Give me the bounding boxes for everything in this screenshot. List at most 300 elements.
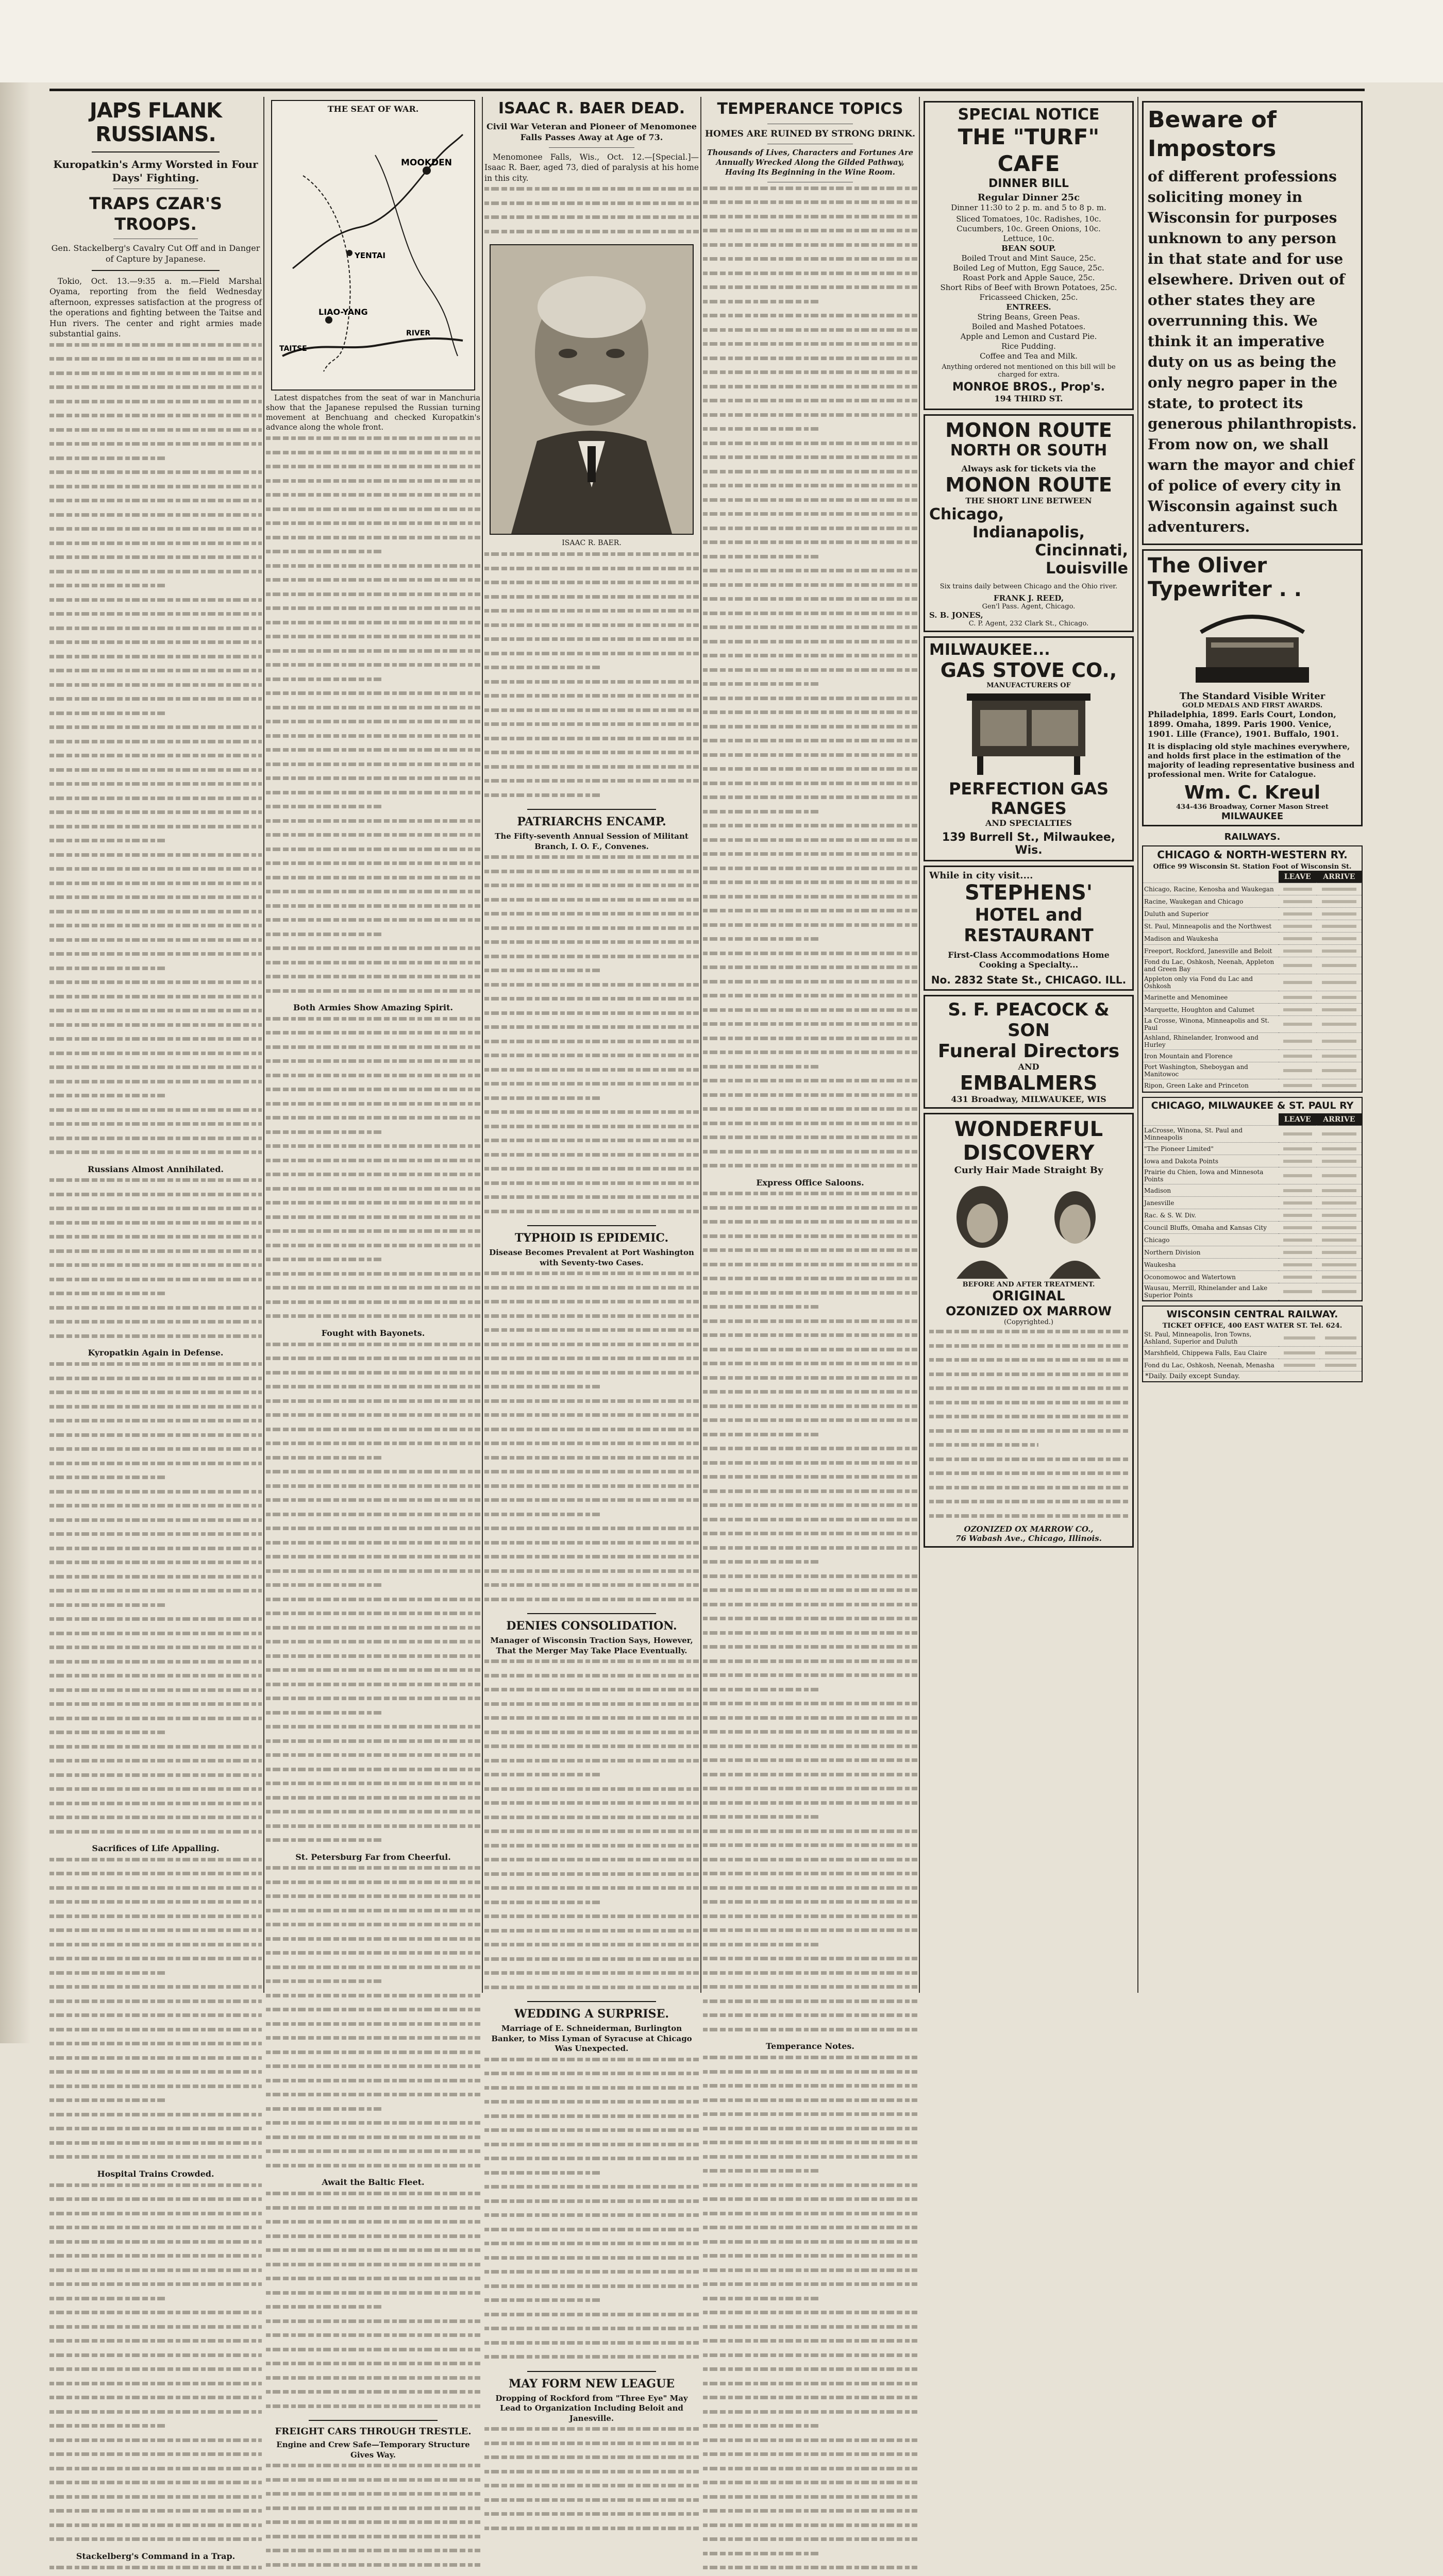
text-line	[49, 1858, 262, 1869]
text-line	[49, 541, 262, 552]
article-body-text	[266, 1017, 480, 1325]
arrive-time	[1317, 957, 1362, 974]
text-line	[484, 1527, 699, 1537]
text-line	[703, 243, 917, 254]
text-line	[49, 2382, 262, 2393]
text-line	[703, 923, 917, 934]
text-line	[484, 1428, 699, 1438]
map-label: RIVER	[406, 329, 431, 337]
text-line	[703, 1319, 917, 1330]
text-line	[49, 2367, 262, 2378]
arrive-time	[1317, 1246, 1362, 1259]
text-line	[484, 1702, 699, 1713]
text-line	[929, 1372, 1128, 1383]
rr2-row	[1143, 1234, 1362, 1246]
text-line	[484, 567, 699, 578]
monon-city: Cincinnati,	[1035, 541, 1128, 560]
station-name: Janesville	[1143, 1197, 1279, 1209]
kreul-name: Wm. C. Kreul	[1184, 782, 1321, 803]
text-line	[266, 479, 480, 490]
text-line	[484, 1181, 699, 1192]
gas-city: MILWAUKEE...	[929, 641, 1050, 659]
rr1-row	[1143, 945, 1362, 957]
text-line	[49, 1065, 262, 1076]
text-line	[703, 2325, 917, 2336]
text-line	[49, 2396, 262, 2406]
text-line	[266, 635, 480, 646]
text-line	[703, 1943, 917, 1954]
text-line	[49, 1532, 262, 1543]
rr2-row	[1143, 1246, 1362, 1259]
text-line	[49, 1589, 262, 1600]
leave-time	[1279, 1222, 1317, 1234]
text-line	[484, 793, 699, 804]
text-line	[49, 810, 262, 821]
arrive-time	[1317, 933, 1362, 945]
text-line	[703, 1702, 917, 1713]
text-line	[49, 2155, 262, 2166]
text-line	[484, 1195, 699, 1206]
text-line	[266, 2149, 480, 2160]
text-line	[49, 2098, 262, 2109]
text-line	[49, 853, 262, 864]
text-line	[484, 666, 699, 676]
text-line	[484, 2228, 699, 2239]
text-line	[49, 1362, 262, 1373]
text-line	[929, 1514, 1128, 1525]
text-line	[703, 470, 917, 481]
text-line	[703, 2438, 917, 2449]
text-line	[49, 1292, 262, 1302]
article-body-text	[484, 552, 699, 804]
text-line	[484, 2270, 699, 2281]
ox-original: ORIGINAL	[992, 1289, 1065, 1304]
arrive-time	[1317, 1016, 1362, 1033]
text-line	[49, 697, 262, 708]
ox-wonderful: WONDERFUL	[954, 1117, 1103, 1141]
text-line	[484, 2512, 699, 2523]
text-line	[266, 2277, 480, 2287]
subhead-sacrifices: Sacrifices of Life Appalling.	[92, 1843, 220, 1854]
article-body-text	[49, 2566, 262, 2576]
text-line	[929, 1471, 1128, 1482]
text-line	[49, 1999, 262, 2010]
text-line	[266, 1753, 480, 1764]
text-line	[703, 1858, 917, 1869]
leave-time	[1279, 991, 1317, 1004]
text-line	[703, 640, 917, 651]
text-line	[484, 1569, 699, 1580]
text-line	[266, 1144, 480, 1155]
arrive-time	[1317, 1271, 1362, 1283]
leave-time	[1279, 895, 1317, 908]
text-line	[484, 1357, 699, 1367]
text-line	[49, 2013, 262, 2024]
text-line	[266, 1937, 480, 1948]
article-body-text	[266, 1343, 480, 1849]
text-line	[484, 2298, 699, 2309]
text-line	[49, 1249, 262, 1260]
text-line	[703, 1829, 917, 1840]
text-line	[266, 961, 480, 972]
text-line	[266, 833, 480, 844]
oliver-awards: Philadelphia, 1899. Earls Court, London, 1899. Omaha, 1899. Paris 1900. Venice, 1901. Lille (France), 1901. Buffalo, 1901.	[1148, 709, 1339, 739]
text-line	[703, 200, 917, 211]
text-line	[266, 2305, 480, 2316]
text-line	[484, 2355, 699, 2366]
ad-address: 194 THIRD ST.	[994, 394, 1063, 403]
ad-special-notice: SPECIAL NOTICE	[958, 106, 1100, 124]
text-line	[703, 1546, 917, 1557]
station-name: Northern Division	[1143, 1246, 1279, 1259]
monon-north-south: NORTH OR SOUTH	[950, 442, 1108, 460]
war-map	[271, 100, 475, 391]
text-line	[266, 1102, 480, 1113]
text-line	[484, 694, 699, 705]
text-line	[49, 2197, 262, 2208]
ad-body-text	[929, 1330, 1128, 1524]
leave-time	[1279, 1016, 1317, 1033]
text-line	[484, 1598, 699, 1608]
text-line	[266, 776, 480, 787]
text-line	[266, 2121, 480, 2132]
railway-line	[293, 134, 463, 268]
text-line	[266, 1031, 480, 1042]
text-line	[929, 1443, 1128, 1454]
arrive-time	[1317, 1033, 1362, 1050]
text-line	[484, 595, 699, 606]
text-line	[703, 952, 917, 962]
text-line	[484, 1082, 699, 1093]
article-body-text	[49, 1362, 262, 1840]
text-line	[703, 1843, 917, 1854]
text-line	[703, 1277, 917, 1287]
text-line	[703, 442, 917, 452]
arrive-header: ARRIVE	[1317, 871, 1362, 883]
deck-stackelberg: Gen. Stackelberg's Cavalry Cut Off and in Danger of Capture by Japanese.	[51, 243, 260, 264]
text-line	[703, 1220, 917, 1231]
text-line	[484, 1731, 699, 1741]
headline-patriarchs: PATRIARCHS ENCAMP.	[517, 815, 666, 829]
rr3-schedule	[1143, 1330, 1362, 1371]
rr1-row	[1143, 974, 1362, 991]
text-line	[929, 1429, 1128, 1440]
text-line	[49, 1122, 262, 1133]
text-line	[484, 1787, 699, 1798]
station-name: Iowa and Dakota Points	[1143, 1155, 1279, 1167]
text-line	[49, 711, 262, 722]
text-line	[266, 1768, 480, 1778]
leave-time	[1279, 920, 1317, 933]
text-line	[484, 1399, 699, 1410]
text-line	[266, 890, 480, 901]
station-name: Freeport, Rockford, Janesville and Beloit	[1143, 945, 1279, 957]
monon-city: Indianapolis,	[972, 523, 1085, 541]
stephens-intro: While in city visit....	[929, 870, 1033, 881]
monon-city: Louisville	[1046, 560, 1128, 578]
map-label: TAITSE	[279, 345, 307, 353]
text-line	[703, 1192, 917, 1202]
text-line	[49, 1872, 262, 1883]
station-name: Ripon, Green Lake and Princeton	[1143, 1079, 1279, 1092]
text-line	[484, 230, 699, 241]
timetable-north-western	[1142, 845, 1363, 1093]
text-line	[49, 1561, 262, 1571]
text-line	[703, 1673, 917, 1684]
text-line	[703, 1291, 917, 1302]
text-line	[703, 1560, 917, 1571]
text-line	[266, 1569, 480, 1580]
text-line	[484, 1801, 699, 1812]
text-line	[266, 1527, 480, 1537]
leave-time	[1279, 1062, 1317, 1079]
text-line	[703, 2141, 917, 2151]
text-line	[49, 910, 262, 921]
text-line	[703, 1093, 917, 1104]
article-body-text	[266, 1866, 480, 2174]
ad-menu-note: Anything ordered not mentioned on this bill will be charged for extra.	[942, 363, 1116, 379]
text-line	[484, 1901, 699, 1911]
text-line	[703, 725, 917, 736]
text-line	[266, 1654, 480, 1665]
oliver-standard: The Standard Visible Writer	[1179, 691, 1325, 702]
text-line	[484, 1674, 699, 1685]
text-line	[266, 436, 480, 447]
text-line	[703, 1475, 917, 1486]
text-line	[266, 1244, 480, 1255]
monon-title-2: MONON ROUTE	[945, 473, 1112, 496]
headline-freight-cars: FREIGHT CARS THROUGH TRESTLE.	[275, 2426, 472, 2437]
menu-item: ENTREES.	[1006, 302, 1051, 312]
arrive-time	[1317, 1079, 1362, 1092]
ox-marrow-portraits	[936, 1176, 1121, 1279]
text-line	[49, 1928, 262, 1939]
text-line	[49, 2056, 262, 2067]
text-line	[703, 682, 917, 693]
divider	[527, 2001, 656, 2002]
text-line	[703, 1688, 917, 1699]
rr3-row	[1143, 1359, 1362, 1371]
text-line	[266, 1555, 480, 1566]
text-line	[484, 1844, 699, 1855]
text-line	[266, 762, 480, 773]
text-line	[484, 652, 699, 663]
text-line	[266, 2050, 480, 2061]
arrive-time	[1317, 1155, 1362, 1167]
oliver-title: The Oliver	[1148, 554, 1267, 578]
text-line	[703, 569, 917, 580]
text-line	[484, 1659, 699, 1670]
rr1-row	[1143, 991, 1362, 1004]
text-line	[703, 1971, 917, 1982]
text-line	[484, 1886, 699, 1897]
text-line	[703, 1461, 917, 1472]
text-line	[484, 680, 699, 691]
text-line	[703, 2467, 917, 2478]
text-line	[484, 1153, 699, 1164]
menu-item: Short Ribs of Beef with Brown Potatoes, 25c.	[940, 283, 1117, 292]
text-line	[929, 1458, 1128, 1468]
text-line	[484, 552, 699, 563]
article-body-text	[49, 1178, 262, 1345]
text-line	[703, 1503, 917, 1514]
station-name: Waukesha	[1143, 1259, 1279, 1271]
rr1-row	[1143, 895, 1362, 908]
text-line	[266, 1626, 480, 1637]
leave-header: LEAVE	[1279, 871, 1317, 883]
text-line	[703, 300, 917, 311]
rr1-schedule	[1143, 871, 1362, 1092]
article-body-text	[484, 1272, 699, 1608]
text-line	[266, 465, 480, 476]
text-line	[266, 592, 480, 603]
text-line	[703, 1390, 917, 1401]
text-line	[484, 1328, 699, 1339]
arrive-time	[1317, 1184, 1362, 1197]
text-line	[703, 697, 917, 707]
column-war-news	[49, 97, 262, 2561]
text-line	[266, 2333, 480, 2344]
text-line	[703, 2297, 917, 2308]
leave-time	[1279, 1330, 1320, 1347]
text-line	[703, 1150, 917, 1161]
column-local-news	[484, 97, 699, 2423]
text-line	[49, 555, 262, 566]
text-line	[703, 2226, 917, 2236]
text-line	[703, 1773, 917, 1784]
text-line	[703, 2197, 917, 2208]
arrive-header: ARRIVE	[1317, 1113, 1362, 1126]
text-line	[266, 1074, 480, 1084]
article-body-text	[484, 855, 699, 1220]
text-line	[484, 2455, 699, 2466]
text-line	[49, 1263, 262, 1274]
text-line	[49, 2339, 262, 2350]
leave-time	[1279, 1184, 1317, 1197]
text-line	[703, 1574, 917, 1585]
text-line	[484, 1470, 699, 1481]
text-line	[266, 2319, 480, 2330]
text-line	[266, 1683, 480, 1693]
text-line	[49, 1433, 262, 1444]
text-line	[266, 819, 480, 830]
text-line	[484, 1025, 699, 1036]
text-line	[484, 1300, 699, 1311]
text-line	[266, 2362, 480, 2372]
arrive-time	[1317, 945, 1362, 957]
text-line	[49, 1702, 262, 1713]
monon-city: Chicago,	[929, 505, 1004, 523]
stephens-name: STEPHENS'	[964, 881, 1093, 905]
text-line	[266, 2506, 480, 2517]
station-name: La Crosse, Winona, Minneapolis and St. Paul	[1143, 1016, 1279, 1033]
text-line	[703, 1787, 917, 1798]
text-line	[703, 1248, 917, 1259]
text-line	[266, 1229, 480, 1240]
text-line	[484, 1456, 699, 1467]
map-title: THE SEAT OF WAR.	[327, 104, 419, 114]
text-line	[703, 512, 917, 523]
text-line	[49, 980, 262, 991]
text-line	[266, 1838, 480, 1849]
text-line	[703, 427, 917, 438]
text-line	[266, 1215, 480, 1226]
text-line	[49, 626, 262, 637]
leave-time	[1279, 1359, 1320, 1371]
text-line	[49, 995, 262, 1006]
text-line	[49, 2424, 262, 2435]
text-line	[484, 1513, 699, 1523]
timetable-wisconsin-central	[1142, 1306, 1363, 1382]
subhead-bayonets: Fought with Bayonets.	[321, 1328, 425, 1338]
column-temperance	[703, 97, 917, 2052]
text-line	[49, 2311, 262, 2321]
leave-time	[1279, 1283, 1317, 1300]
arrive-time	[1317, 1004, 1362, 1016]
text-line	[266, 1866, 480, 1877]
text-line	[484, 2114, 699, 2125]
text-line	[49, 754, 262, 765]
text-line	[266, 1824, 480, 1835]
text-line	[703, 824, 917, 835]
text-line	[703, 328, 917, 339]
text-line	[266, 904, 480, 915]
text-line	[703, 187, 917, 197]
text-line	[49, 357, 262, 368]
text-line	[266, 1979, 480, 1990]
text-line	[266, 1994, 480, 2005]
text-line	[266, 1909, 480, 1920]
text-line	[266, 1583, 480, 1594]
rr2-row	[1143, 1184, 1362, 1197]
text-line	[484, 1314, 699, 1325]
text-line	[49, 584, 262, 595]
text-line	[49, 1320, 262, 1331]
text-line	[266, 493, 480, 504]
text-line	[703, 1050, 917, 1061]
text-line	[703, 215, 917, 226]
text-line	[703, 625, 917, 636]
text-line	[484, 2171, 699, 2182]
text-line	[266, 1484, 480, 1495]
headline-temperance: TEMPERANCE TOPICS	[717, 100, 903, 118]
text-line	[266, 1697, 480, 1707]
ox-company: OZONIZED OX MARROW CO.,	[964, 1524, 1094, 1534]
rr2-row	[1143, 1143, 1362, 1155]
text-line	[484, 969, 699, 979]
text-line	[266, 1116, 480, 1127]
text-line	[49, 1278, 262, 1289]
text-line	[266, 805, 480, 816]
text-line	[49, 1150, 262, 1161]
text-line	[703, 527, 917, 537]
station-name: Council Bluffs, Omaha and Kansas City	[1143, 1222, 1279, 1234]
text-line	[49, 1787, 262, 1798]
menu-item: Boiled Trout and Mint Sauce, 25c.	[961, 253, 1096, 263]
text-line	[484, 2284, 699, 2295]
text-line	[266, 2022, 480, 2033]
text-line	[484, 1688, 699, 1699]
text-line	[703, 1122, 917, 1132]
text-line	[484, 2527, 699, 2537]
station-name: Racine, Waukegan and Chicago	[1143, 895, 1279, 908]
text-line	[49, 1957, 262, 1968]
text-line	[49, 1759, 262, 1770]
text-line	[703, 583, 917, 594]
subhead-hospital: Hospital Trains Crowded.	[97, 2168, 214, 2179]
text-line	[484, 2327, 699, 2337]
text-line	[49, 499, 262, 510]
